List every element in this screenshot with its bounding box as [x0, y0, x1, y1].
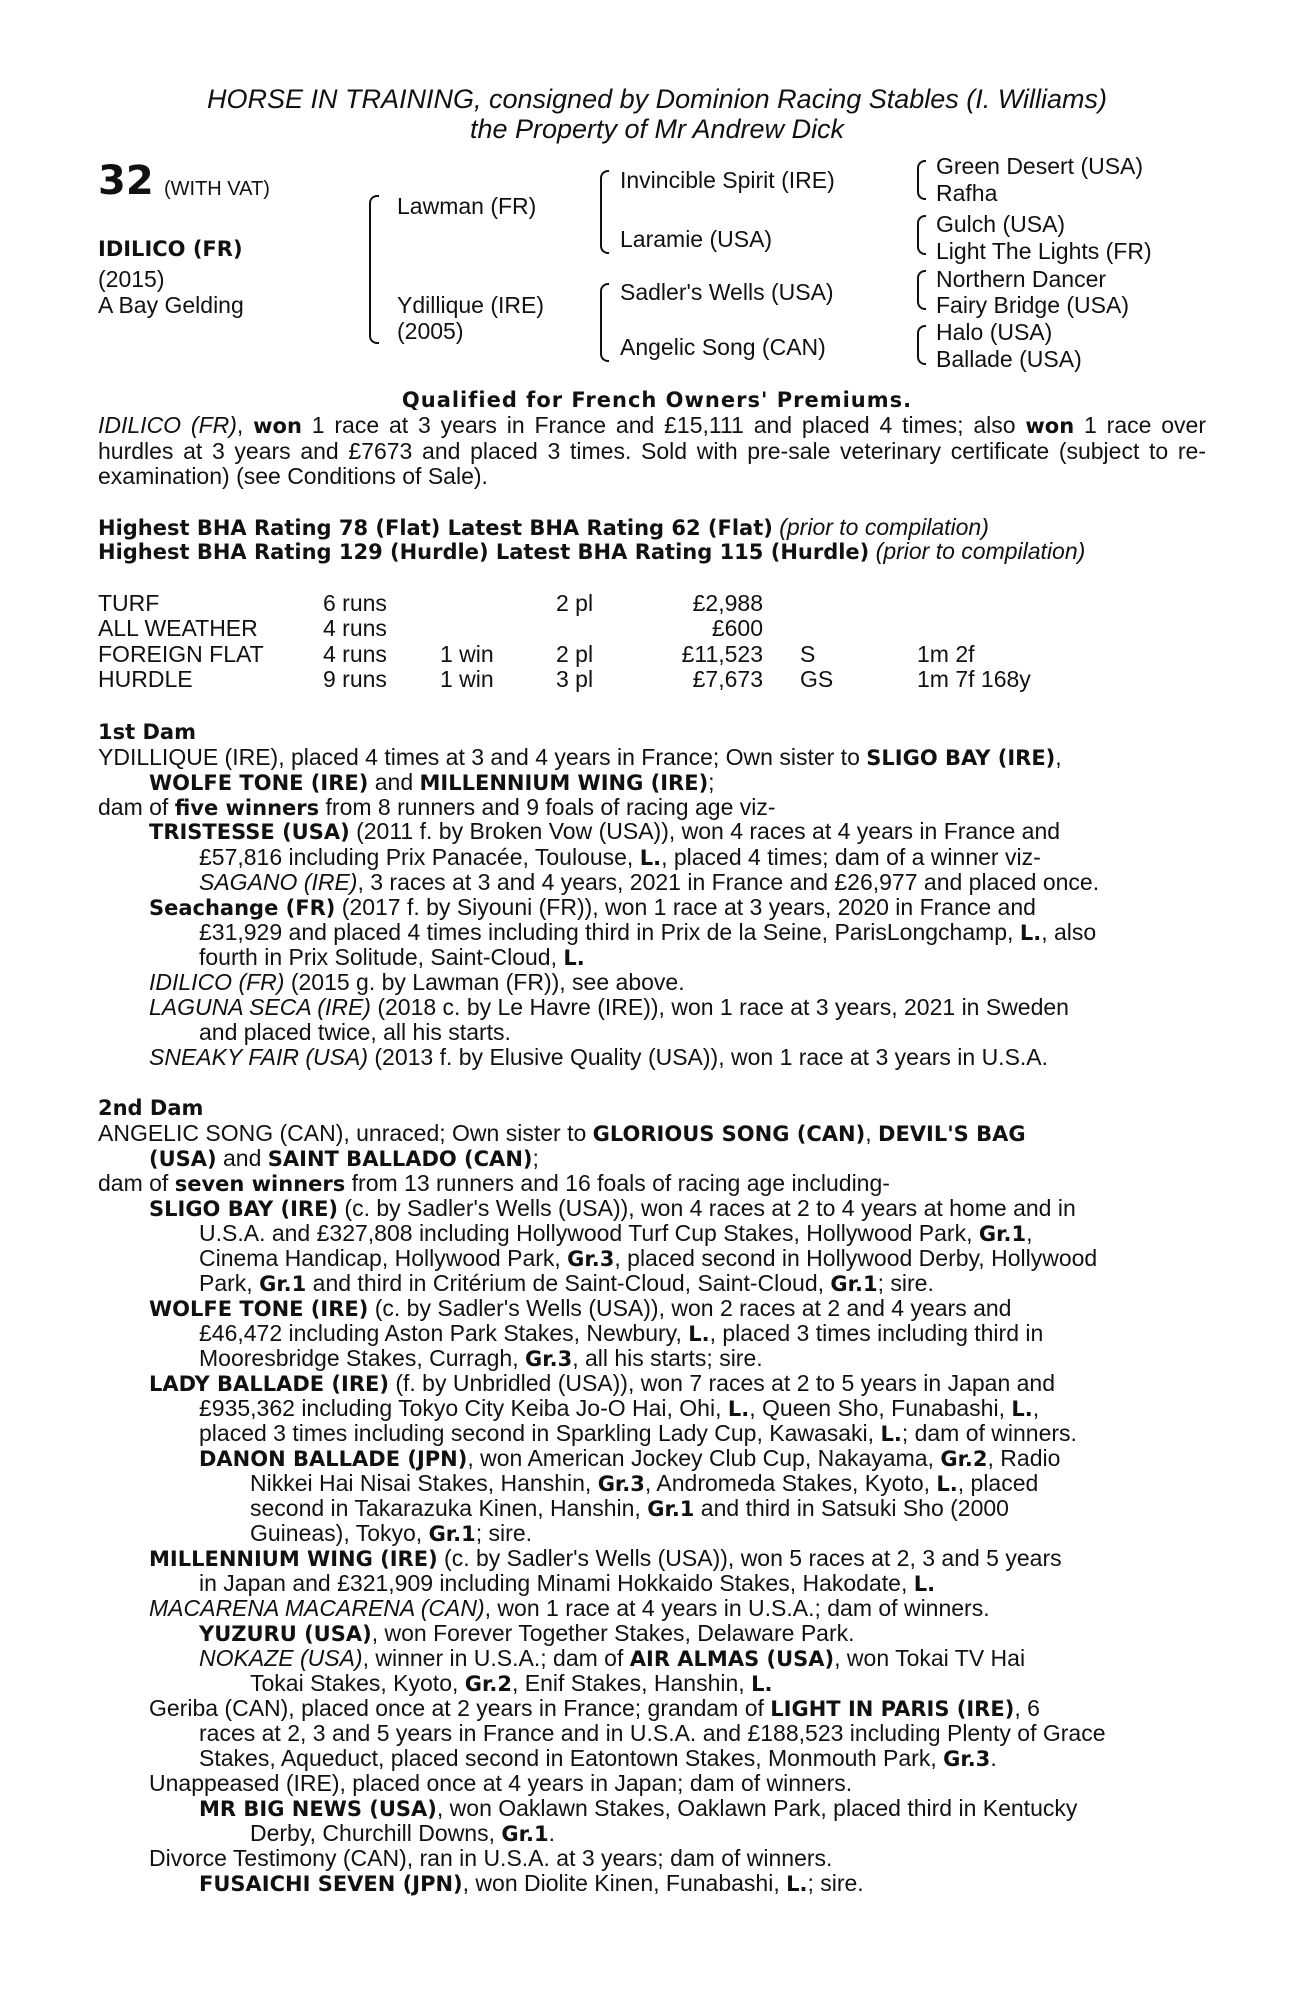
text: and third in Critérium de Saint-Cloud, Saint-Cloud,: [306, 1270, 831, 1296]
produce-name: NOKAZE (USA): [199, 1645, 363, 1671]
text: , Radio: [987, 1445, 1061, 1471]
produce-name: TRISTESSE (USA): [149, 820, 350, 844]
produce-name: IDILICO (FR): [149, 969, 285, 995]
text: , won Tokai TV Hai: [834, 1645, 1026, 1671]
horse-year: (2015): [98, 266, 165, 292]
text: ,: [1026, 1220, 1033, 1246]
text: Stakes, Aqueduct, placed second in Eatontown Stakes, Monmouth Park,: [199, 1745, 944, 1771]
produce-name: FUSAICHI SEVEN (JPN): [199, 1872, 463, 1896]
produce-name: SAGANO (IRE): [199, 869, 358, 895]
lot-vat: (WITH VAT): [164, 178, 270, 200]
pedigree-sire: Lawman (FR): [397, 193, 537, 219]
second-dam-heading: 2nd Dam: [98, 1096, 204, 1120]
record-prize-cell: £2,988: [692, 590, 763, 616]
listed-marker: L.: [639, 846, 662, 870]
rating-hurdle: [98, 539, 1118, 565]
group-marker: Gr.3: [567, 1247, 615, 1271]
group-marker: Gr.3: [597, 1472, 645, 1496]
listed-marker: L.: [688, 1322, 710, 1346]
gen3-brace-2: [917, 215, 926, 255]
text: ; sire.: [475, 1520, 532, 1546]
record-distance-cell: 1m 2f: [917, 640, 975, 667]
record-placed-cell: 2 pl: [556, 590, 594, 616]
text: , placed second in Hollywood Derby, Hollywood: [614, 1245, 1098, 1271]
text: ;: [532, 1145, 539, 1171]
produce-lady-3: [199, 1420, 1077, 1447]
text: .: [990, 1745, 997, 1771]
sibling-name: GLORIOUS SONG (CAN): [592, 1122, 866, 1146]
record-wins-cell: 1 win: [440, 665, 494, 692]
produce-millennium-2: [199, 1570, 935, 1597]
text: (c. by Sadler's Wells (USA)), won 2 races at 2 and 4 years and: [368, 1295, 1012, 1321]
text: , placed 3 times including third in: [709, 1320, 1044, 1346]
listed-marker: L.: [1019, 921, 1042, 945]
group-marker: Gr.1: [830, 1272, 878, 1296]
text: placed 3 times including second in Sparkling Lady Cup, Kawasaki,: [199, 1420, 881, 1446]
text: (2013 f. by Elusive Quality (USA)), won 1 race at 3 years in U.S.A.: [367, 1044, 1049, 1070]
record-type-cell: TURF: [98, 590, 160, 616]
summary-text: ,: [236, 412, 254, 438]
sibling-name: SLIGO BAY (IRE): [866, 746, 1056, 770]
record-type-cell: FOREIGN FLAT: [98, 640, 264, 667]
text: ;: [708, 769, 715, 795]
produce-nokaze: [199, 1645, 1025, 1672]
produce-tristesse-2: [199, 844, 1041, 871]
listed-marker: L.: [751, 1672, 773, 1696]
text: Cinema Handicap, Hollywood Park,: [199, 1245, 568, 1271]
text: ,: [1032, 1395, 1040, 1421]
produce-name: SNEAKY FAIR (USA): [149, 1044, 368, 1070]
produce-mrbig-2: [250, 1820, 555, 1847]
group-marker: Gr.1: [647, 1497, 695, 1521]
group-marker: Gr.1: [501, 1822, 549, 1846]
race-summary: [98, 413, 1206, 490]
lot-header-line2: the Property of Mr Andrew Dick: [469, 114, 845, 144]
listed-marker: L.: [936, 1472, 958, 1496]
pedigree-gen3-4: Light The Lights (FR): [936, 238, 1152, 264]
text: , 3 races at 3 and 4 years, 2021 in France and £26,977 and placed once.: [357, 869, 1100, 895]
group-marker: Gr.1: [428, 1522, 476, 1546]
pedigree-gen3-6: Fairy Bridge (USA): [936, 292, 1129, 318]
text: , also: [1041, 919, 1097, 945]
gen3-brace-1: [917, 160, 926, 200]
pedigree-gen3-8: Ballade (USA): [936, 346, 1082, 372]
produce-geriba-3: [199, 1745, 997, 1772]
text: ; sire.: [877, 1270, 934, 1296]
pedigree-dam-sire: Sadler's Wells (USA): [620, 279, 834, 305]
listed-marker: L.: [880, 1422, 902, 1446]
group-marker: Gr.2: [940, 1447, 988, 1471]
text: dam of: [98, 1170, 175, 1196]
text: , won 1 race at 4 years in U.S.A.; dam of winners.: [484, 1595, 990, 1621]
record-prize-cell: £600: [711, 615, 763, 642]
produce-name: MILLENNIUM WING (IRE): [149, 1547, 438, 1571]
sibling-name: MILLENNIUM WING (IRE): [419, 771, 709, 795]
rating-flat: [98, 514, 989, 541]
produce-danon-4: [250, 1520, 532, 1547]
produce-lady: [149, 1370, 1055, 1397]
text: .: [548, 1820, 555, 1846]
group-marker: Gr.3: [943, 1747, 991, 1771]
text: £935,362 including Tokyo City Keiba Jo-O Hai, Ohi,: [199, 1395, 728, 1421]
text: , Queen Sho, Funabashi,: [749, 1395, 1012, 1421]
produce-divorce: Divorce Testimony (CAN), ran in U.S.A. at 3 years; dam of winners.: [149, 1845, 833, 1871]
produce-name: WOLFE TONE (IRE): [149, 1297, 369, 1321]
produce-tristesse: [149, 819, 1206, 845]
text: and: [216, 1145, 268, 1171]
produce-sneaky: [149, 1044, 1048, 1070]
produce-danon: [199, 1445, 1060, 1472]
text: Guineas), Tokyo,: [250, 1520, 429, 1546]
produce-unappeased: Unappeased (IRE), placed once at 4 years in Japan; dam of winners.: [149, 1770, 853, 1796]
produce-geriba-2: races at 2, 3 and 5 years in France and in U.S.A. and £188,523 including Plenty of Grace: [199, 1720, 1106, 1746]
text: , Enif Stakes, Hanshin,: [511, 1670, 752, 1696]
group-marker: Gr.2: [464, 1672, 512, 1696]
text: dam of: [98, 794, 175, 820]
sibling-name: SAINT BALLADO (CAN): [267, 1147, 533, 1171]
sibling-name: DEVIL'S BAG: [878, 1122, 1026, 1146]
first-dam-intro-2: [149, 769, 715, 796]
text: , won American Jockey Club Cup, Nakayama,: [467, 1445, 941, 1471]
sibling-name: WOLFE TONE (IRE): [149, 771, 369, 795]
text: ,: [865, 1120, 879, 1146]
produce-danon-3: [250, 1495, 1009, 1522]
second-dam-intro-2: [149, 1145, 539, 1172]
gen3-brace-3: [917, 270, 926, 310]
pedigree-gen3-1: Green Desert (USA): [936, 153, 1144, 179]
pedigree-dam-year: (2005): [397, 318, 464, 344]
gen3-brace-4: [917, 325, 926, 365]
text: Park,: [199, 1270, 260, 1296]
pedigree-gen3-2: Rafha: [936, 180, 998, 206]
listed-marker: L.: [563, 946, 585, 970]
text: (2011 f. by Broken Vow (USA)), won 4 races at 4 years in France and: [349, 818, 1061, 844]
sibling-name: (USA): [149, 1147, 217, 1171]
record-runs-cell: 4 runs: [323, 615, 387, 642]
produce-sligo: [149, 1195, 1076, 1222]
text: , won Diolite Kinen, Funabashi,: [462, 1870, 787, 1896]
produce-laguna-2: and placed twice, all his starts.: [199, 1019, 511, 1045]
text: , Andromeda Stakes, Kyoto,: [644, 1470, 937, 1496]
rating-flat-text: Highest BHA Rating 78 (Flat) Latest BHA Rating 62 (Flat): [98, 516, 773, 540]
produce-seachange-2: [199, 919, 1096, 946]
produce-name: MACARENA MACARENA (CAN): [149, 1595, 485, 1621]
text: Geriba (CAN), placed once at 2 years in France; grandam of: [149, 1695, 771, 1721]
text: U.S.A. and £327,808 including Hollywood Turf Cup Stakes, Hollywood Park,: [199, 1220, 979, 1246]
record-placed-cell: 2 pl: [556, 640, 594, 667]
record-runs-cell: 4 runs: [323, 640, 387, 667]
record-distance-cell: 1m 7f 168y: [917, 665, 1031, 692]
text: YDILLIQUE (IRE), placed 4 times at 3 and 4 years in France; Own sister to: [98, 744, 867, 770]
produce-name: LIGHT IN PARIS (IRE): [770, 1697, 1015, 1721]
text: , won Forever Together Stakes, Delaware Park.: [371, 1620, 855, 1646]
record-wins-cell: 1 win: [440, 640, 494, 667]
dam-parents-brace: [600, 283, 609, 362]
listed-marker: L.: [727, 1397, 750, 1421]
record-prize-cell: £11,523: [681, 640, 763, 667]
produce-danon-2: [250, 1470, 1038, 1497]
text: , 6: [1014, 1695, 1040, 1721]
produce-wolfe: [149, 1295, 1011, 1322]
text: , winner in U.S.A.; dam of: [362, 1645, 630, 1671]
second-dam-intro: [98, 1120, 1026, 1147]
produce-millennium: [149, 1545, 1062, 1572]
text: Nikkei Hai Nisai Stakes, Hanshin,: [250, 1470, 598, 1496]
text: fourth in Prix Solitude, Saint-Cloud,: [199, 944, 564, 970]
sire-parents-brace: [600, 170, 609, 254]
text: (2018 c. by Le Havre (IRE)), won 1 race at 3 years, 2021 in Sweden: [370, 994, 1069, 1020]
winners-count: five winners: [174, 796, 320, 820]
text: ; dam of winners.: [901, 1420, 1077, 1446]
first-dam-produce-summary: [98, 794, 776, 821]
produce-name: MR BIG NEWS (USA): [199, 1797, 437, 1821]
pedigree-sire-sire: Invincible Spirit (IRE): [620, 167, 835, 193]
produce-yuzuru: [199, 1620, 855, 1647]
text: Derby, Churchill Downs,: [250, 1820, 502, 1846]
text: in Japan and £321,909 including Minami Hokkaido Stakes, Hakodate,: [199, 1570, 914, 1596]
text: and: [368, 769, 420, 795]
produce-name: DANON BALLADE (JPN): [199, 1447, 468, 1471]
text: second in Takarazuka Kinen, Hanshin,: [250, 1495, 648, 1521]
text: ; sire.: [807, 1870, 864, 1896]
group-marker: Gr.3: [525, 1347, 573, 1371]
produce-name: SLIGO BAY (IRE): [149, 1197, 339, 1221]
group-marker: Gr.1: [259, 1272, 307, 1296]
produce-wolfe-3: [199, 1345, 763, 1372]
pedigree-gen3-5: Northern Dancer: [936, 266, 1107, 292]
produce-macarena: [149, 1595, 990, 1621]
second-dam-produce-summary: [98, 1170, 890, 1197]
produce-geriba: [149, 1695, 1040, 1722]
text: from 8 runners and 9 foals of racing age viz-: [319, 794, 776, 820]
rating-hurdle-note: (prior to compilation): [875, 538, 1086, 564]
text: , all his starts; sire.: [572, 1345, 763, 1371]
produce-sligo-2: [199, 1220, 1032, 1247]
produce-nokaze-2: [250, 1670, 772, 1697]
produce-wolfe-2: [199, 1320, 1043, 1347]
produce-sagano: [199, 869, 1099, 895]
text: £31,929 and placed 4 times including third in Prix de la Seine, ParisLongchamp,: [199, 919, 1020, 945]
text: (2015 g. by Lawman (FR)), see above.: [284, 969, 685, 995]
text: £57,816 including Prix Panacée, Toulouse,: [199, 844, 640, 870]
record-going-cell: GS: [800, 665, 834, 692]
produce-name: LADY BALLADE (IRE): [149, 1372, 389, 1396]
premium-note: Qualified for French Owners' Premiums.: [401, 388, 913, 412]
produce-mrbig: [199, 1795, 1077, 1822]
produce-idilico: [149, 969, 685, 995]
sire-dam-brace: [369, 195, 379, 344]
text: , placed 4 times; dam of a winner viz-: [661, 844, 1041, 870]
produce-name: LAGUNA SECA (IRE): [149, 994, 371, 1020]
listed-marker: L.: [1011, 1397, 1033, 1421]
summary-won: won: [1025, 414, 1075, 438]
text: (f. by Unbridled (USA)), won 7 races at 2 to 5 years in Japan and: [388, 1370, 1055, 1396]
text: , won Oaklawn Stakes, Oaklawn Park, placed third in Kentucky: [436, 1795, 1078, 1821]
record-type-cell: HURDLE: [98, 665, 193, 692]
text: (c. by Sadler's Wells (USA)), won 5 races at 2, 3 and 5 years: [437, 1545, 1062, 1571]
record-going-cell: S: [800, 640, 816, 667]
produce-laguna: [149, 994, 1069, 1020]
produce-sligo-4: [199, 1270, 934, 1297]
listed-marker: L.: [786, 1872, 808, 1896]
produce-seachange: [149, 894, 1036, 921]
produce-name: Seachange (FR): [149, 896, 336, 920]
rating-hurdle-text: Highest BHA Rating 129 (Hurdle) Latest BHA Rating 115 (Hurdle): [98, 540, 870, 564]
rating-flat-note: (prior to compilation): [779, 514, 989, 540]
record-runs-cell: 9 runs: [323, 665, 387, 692]
record-runs-cell: 6 runs: [323, 590, 387, 616]
horse-name: IDILICO (FR): [98, 237, 243, 261]
produce-seachange-3: [199, 944, 585, 971]
lot-number: 32: [98, 158, 154, 204]
group-marker: Gr.1: [978, 1222, 1027, 1246]
record-prize-cell: £7,673: [692, 665, 763, 692]
summary-text: 1 race at 3 years in France and £15,111 and placed 4 times; also: [301, 412, 1026, 438]
text: £46,472 including Aston Park Stakes, Newbury,: [199, 1320, 689, 1346]
text: , placed: [957, 1470, 1039, 1496]
produce-name: AIR ALMAS (USA): [629, 1647, 835, 1671]
produce-sligo-3: [199, 1245, 1097, 1272]
first-dam-heading: 1st Dam: [98, 720, 196, 744]
record-placed-cell: 3 pl: [556, 665, 594, 692]
summary-text: 1 race over hurdles at 3 years and £7673 and placed 3 times. Sold with pre-sale veterinary certificate (subject to re-examination) (see Conditions of Sale).: [98, 412, 1206, 490]
winners-count: seven winners: [174, 1172, 346, 1196]
text: Tokai Stakes, Kyoto,: [250, 1670, 465, 1696]
text: from 13 runners and 16 foals of racing age including-: [345, 1170, 890, 1196]
pedigree-dam-dam: Angelic Song (CAN): [620, 334, 826, 360]
text: Mooresbridge Stakes, Curragh,: [199, 1345, 525, 1371]
horse-description: A Bay Gelding: [98, 292, 244, 318]
text: (2017 f. by Siyouni (FR)), won 1 race at 3 years, 2020 in France and: [335, 894, 1036, 920]
text: ANGELIC SONG (CAN), unraced; Own sister to: [98, 1120, 593, 1146]
pedigree-sire-dam: Laramie (USA): [620, 226, 773, 252]
summary-horse-name: IDILICO (FR): [98, 412, 237, 438]
pedigree-gen3-3: Gulch (USA): [936, 211, 1066, 237]
produce-name: YUZURU (USA): [199, 1622, 372, 1646]
text: and third in Satsuki Sho (2000: [694, 1495, 1009, 1521]
pedigree-gen3-7: Halo (USA): [936, 319, 1053, 345]
listed-marker: L.: [913, 1572, 936, 1596]
summary-won: won: [253, 414, 302, 438]
produce-fusaichi: [199, 1870, 864, 1897]
pedigree-dam: Ydillique (IRE): [397, 292, 544, 318]
first-dam-intro: [98, 744, 1062, 771]
text: (c. by Sadler's Wells (USA)), won 4 races at 2 to 4 years at home and in: [338, 1195, 1076, 1221]
record-type-cell: ALL WEATHER: [98, 615, 258, 642]
lot-header-line1: HORSE IN TRAINING, consigned by Dominion Racing Stables (I. Williams): [206, 84, 1108, 114]
text: ,: [1055, 744, 1062, 770]
produce-lady-2: [199, 1395, 1039, 1422]
